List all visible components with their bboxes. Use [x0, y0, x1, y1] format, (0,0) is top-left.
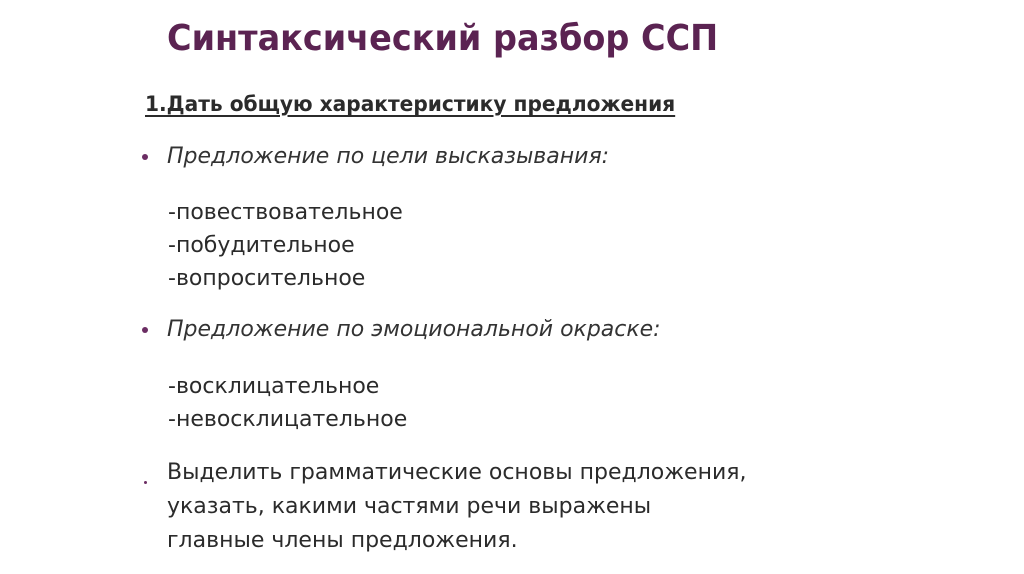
bullet-final-marker: [144, 470, 169, 489]
purpose-types-list: [168, 196, 403, 295]
bullet-dot-icon: [142, 327, 148, 333]
bullet-purpose-text: Предложение по цели высказывания:: [167, 144, 610, 169]
paragraph-line: главные члены предложения.: [167, 528, 518, 553]
list-item: -вопросительное: [168, 266, 366, 291]
slide-title: Синтаксический разбор ССП: [167, 18, 719, 59]
paragraph-line: указать, какими частями речи выражены: [167, 494, 652, 519]
emotion-types-list: [168, 370, 407, 436]
final-paragraph: [167, 456, 747, 558]
list-item: -повествовательное: [168, 200, 403, 225]
list-item: -побудительное: [168, 233, 355, 258]
bullet-purpose: [142, 144, 609, 169]
bullet-emotion: [142, 317, 661, 342]
paragraph-line: Выделить грамматические основы предложения,: [167, 460, 747, 485]
bullet-emotion-text: Предложение по эмоциональной окраске:: [167, 317, 661, 342]
bullet-dot-icon: [144, 481, 147, 484]
bullet-dot-icon: [142, 154, 148, 160]
list-item: -восклицательное: [168, 374, 380, 399]
section-heading: 1.Дать общую характеристику предложения: [145, 92, 676, 116]
list-item: -невосклицательное: [168, 407, 408, 432]
